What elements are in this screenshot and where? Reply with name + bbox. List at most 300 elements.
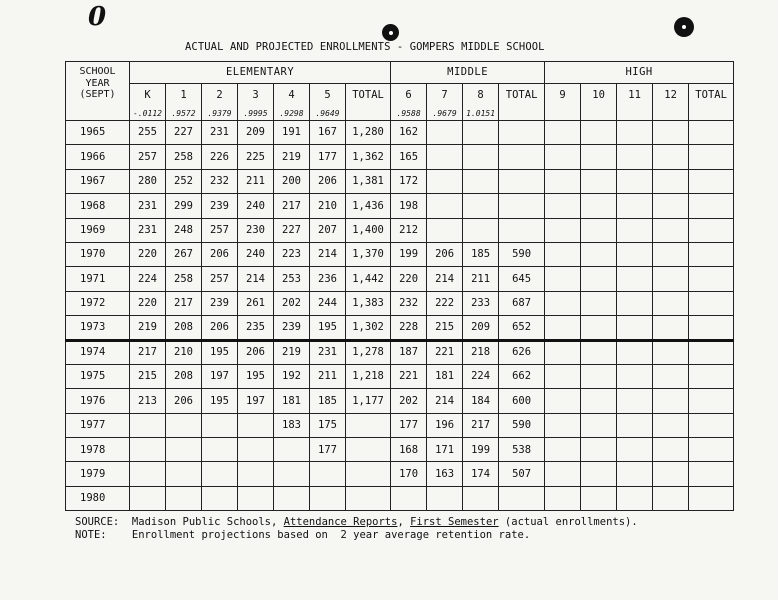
retention-factor: [581, 106, 617, 121]
table-row: [66, 242, 734, 266]
document-title: ACTUAL AND PROJECTED ENROLLMENTS - GOMPERS MIDDLE SCHOOL: [185, 41, 545, 53]
enrollment-cell: [545, 242, 581, 266]
enrollment-cell: 223: [274, 242, 310, 266]
enrollment-cell: 199: [391, 242, 427, 266]
enrollment-cell: [617, 462, 653, 486]
column-header: 9: [545, 84, 581, 106]
enrollment-cell: [617, 145, 653, 169]
enrollment-cell: 257: [130, 145, 166, 169]
enrollment-cell: 208: [166, 364, 202, 388]
group-header-row: [66, 62, 734, 84]
enrollment-cell: 280: [130, 169, 166, 193]
column-header: 11: [617, 84, 653, 106]
enrollment-cell: [238, 413, 274, 437]
enrollment-cell: 211: [238, 169, 274, 193]
enrollment-cell: 171: [427, 438, 463, 462]
enrollment-cell: 209: [238, 121, 274, 145]
enrollment-cell: [427, 194, 463, 218]
enrollment-cell: [427, 169, 463, 193]
source-label: SOURCE:: [75, 516, 120, 528]
enrollment-cell: [545, 389, 581, 413]
enrollment-cell: [310, 462, 346, 486]
enrollment-cell: 1,381: [346, 169, 391, 193]
enrollment-cell: [427, 218, 463, 242]
enrollment-cell: 225: [238, 145, 274, 169]
enrollment-cell: 258: [166, 145, 202, 169]
enrollment-cell: [617, 194, 653, 218]
enrollment-cell: 1,278: [346, 340, 391, 364]
table-row: [66, 145, 734, 169]
enrollment-cell: 214: [427, 389, 463, 413]
enrollment-cell: [545, 145, 581, 169]
enrollment-cell: [689, 194, 734, 218]
enrollment-cell: 1,218: [346, 364, 391, 388]
retention-factor: .9298: [274, 106, 310, 121]
enrollment-cell: 219: [274, 340, 310, 364]
enrollment-cell: [653, 267, 689, 291]
enrollment-cell: [427, 145, 463, 169]
enrollment-cell: [463, 218, 499, 242]
enrollment-cell: 195: [202, 389, 238, 413]
enrollment-cell: 227: [274, 218, 310, 242]
enrollment-cell: [346, 413, 391, 437]
group-header-middle: MIDDLE: [391, 62, 545, 84]
enrollment-cell: 231: [130, 218, 166, 242]
enrollment-cell: [391, 486, 427, 510]
enrollment-cell: 228: [391, 316, 427, 340]
table-row: [66, 194, 734, 218]
enrollment-cell: 231: [130, 194, 166, 218]
enrollment-cell: [653, 340, 689, 364]
enrollment-cell: 206: [238, 340, 274, 364]
enrollment-cell: 206: [166, 389, 202, 413]
enrollment-cell: 258: [166, 267, 202, 291]
enrollment-cell: 1,442: [346, 267, 391, 291]
enrollment-cell: 230: [238, 218, 274, 242]
enrollment-cell: [653, 145, 689, 169]
enrollment-cell: [653, 169, 689, 193]
enrollment-cell: 232: [202, 169, 238, 193]
enrollment-cell: 215: [130, 364, 166, 388]
enrollment-cell: [545, 194, 581, 218]
enrollment-cell: 197: [202, 364, 238, 388]
enrollment-cell: 198: [391, 194, 427, 218]
enrollment-cell: 219: [130, 316, 166, 340]
enrollment-cell: 1,370: [346, 242, 391, 266]
enrollment-cell: [545, 486, 581, 510]
enrollment-cell: 202: [391, 389, 427, 413]
enrollment-cell: 217: [130, 340, 166, 364]
retention-factor: .9588: [391, 106, 427, 121]
enrollment-cell: [545, 291, 581, 315]
column-header: 10: [581, 84, 617, 106]
column-header: TOTAL: [346, 84, 391, 106]
enrollment-cell: [617, 364, 653, 388]
enrollment-cell: [689, 413, 734, 437]
enrollment-cell: [617, 121, 653, 145]
table-row: [66, 169, 734, 193]
enrollment-cell: 626: [499, 340, 545, 364]
enrollment-cell: 600: [499, 389, 545, 413]
enrollment-cell: 174: [463, 462, 499, 486]
year-cell: 1974: [66, 340, 130, 364]
enrollment-cell: [581, 364, 617, 388]
column-header: TOTAL: [499, 84, 545, 106]
enrollment-cell: [274, 486, 310, 510]
retention-factor: [545, 106, 581, 121]
enrollment-cell: [463, 486, 499, 510]
enrollment-cell: [653, 121, 689, 145]
enrollment-cell: 214: [427, 267, 463, 291]
table-row: [66, 316, 734, 340]
enrollment-cell: 1,436: [346, 194, 391, 218]
enrollment-cell: [274, 462, 310, 486]
enrollment-cell: 232: [391, 291, 427, 315]
enrollment-cell: 206: [202, 316, 238, 340]
enrollment-cell: [581, 194, 617, 218]
enrollment-cell: [130, 438, 166, 462]
enrollment-cell: [463, 145, 499, 169]
year-cell: 1977: [66, 413, 130, 437]
enrollment-cell: 217: [274, 194, 310, 218]
enrollment-cell: 219: [274, 145, 310, 169]
enrollment-cell: 214: [310, 242, 346, 266]
enrollment-cell: [310, 486, 346, 510]
enrollment-cell: 652: [499, 316, 545, 340]
source-text-a: Madison Public Schools,: [131, 516, 284, 528]
enrollment-cell: 235: [238, 316, 274, 340]
enrollment-cell: [617, 340, 653, 364]
enrollment-cell: 200: [274, 169, 310, 193]
enrollment-cell: [689, 486, 734, 510]
retention-factor: [689, 106, 734, 121]
enrollment-cell: 257: [202, 267, 238, 291]
enrollment-cell: 185: [463, 242, 499, 266]
enrollment-cell: [130, 486, 166, 510]
enrollment-cell: [617, 413, 653, 437]
enrollment-cell: [617, 169, 653, 193]
enrollment-cell: 240: [238, 242, 274, 266]
year-cell: 1978: [66, 438, 130, 462]
enrollment-cell: [689, 218, 734, 242]
enrollment-cell: [689, 316, 734, 340]
table-row: [66, 121, 734, 145]
enrollment-cell: [653, 438, 689, 462]
enrollment-cell: [346, 486, 391, 510]
retention-factor: -.0112: [130, 106, 166, 121]
enrollment-cell: 212: [391, 218, 427, 242]
retention-factor: [346, 106, 391, 121]
enrollment-cell: [653, 218, 689, 242]
enrollment-cell: 299: [166, 194, 202, 218]
enrollment-cell: [653, 486, 689, 510]
enrollment-cell: [499, 218, 545, 242]
enrollment-cell: 162: [391, 121, 427, 145]
enrollment-cell: [202, 438, 238, 462]
enrollment-cell: 248: [166, 218, 202, 242]
enrollment-cell: 231: [202, 121, 238, 145]
enrollment-cell: 215: [427, 316, 463, 340]
source-text-e: (actual enrollments).: [498, 516, 638, 528]
enrollment-cell: 181: [427, 364, 463, 388]
column-header-row: [66, 84, 734, 106]
enrollment-cell: [689, 340, 734, 364]
enrollment-cell: [581, 267, 617, 291]
enrollment-cell: 206: [202, 242, 238, 266]
column-header: TOTAL: [689, 84, 734, 106]
year-column-header: SCHOOL YEAR (SEPT): [66, 62, 130, 121]
year-cell: 1965: [66, 121, 130, 145]
enrollment-cell: [202, 462, 238, 486]
enrollment-cell: [238, 462, 274, 486]
enrollment-cell: 662: [499, 364, 545, 388]
retention-factor: 1.0151: [463, 106, 499, 121]
enrollment-cell: 165: [391, 145, 427, 169]
enrollment-cell: 231: [310, 340, 346, 364]
column-header: 7: [427, 84, 463, 106]
table-row: [66, 486, 734, 510]
retention-factor: [653, 106, 689, 121]
column-header: K: [130, 84, 166, 106]
enrollment-cell: [545, 169, 581, 193]
retention-factor: .9379: [202, 106, 238, 121]
enrollment-cell: 184: [463, 389, 499, 413]
enrollment-cell: [653, 389, 689, 413]
enrollment-cell: 220: [130, 242, 166, 266]
enrollment-cell: [581, 413, 617, 437]
enrollment-cell: 224: [130, 267, 166, 291]
enrollment-cell: 214: [238, 267, 274, 291]
enrollment-cell: [202, 413, 238, 437]
enrollment-cell: 261: [238, 291, 274, 315]
enrollment-cell: 170: [391, 462, 427, 486]
enrollment-cell: 255: [130, 121, 166, 145]
enrollment-cell: 226: [202, 145, 238, 169]
enrollment-cell: [166, 438, 202, 462]
enrollment-cell: [499, 169, 545, 193]
year-cell: 1972: [66, 291, 130, 315]
enrollment-cell: 227: [166, 121, 202, 145]
enrollment-cell: 244: [310, 291, 346, 315]
table-row: [66, 364, 734, 388]
enrollment-cell: [346, 462, 391, 486]
enrollment-cell: 236: [310, 267, 346, 291]
enrollment-cell: 1,302: [346, 316, 391, 340]
enrollment-cell: 206: [427, 242, 463, 266]
footnotes: [75, 516, 638, 542]
enrollment-cell: [581, 242, 617, 266]
enrollment-cell: 687: [499, 291, 545, 315]
enrollment-cell: [689, 364, 734, 388]
enrollment-cell: 590: [499, 413, 545, 437]
enrollment-cell: [463, 194, 499, 218]
year-cell: 1973: [66, 316, 130, 340]
retention-factor: [617, 106, 653, 121]
enrollment-cell: 221: [427, 340, 463, 364]
enrollment-cell: [545, 462, 581, 486]
enrollment-cell: 239: [274, 316, 310, 340]
enrollment-cell: [274, 438, 310, 462]
year-cell: 1969: [66, 218, 130, 242]
enrollment-cell: 217: [166, 291, 202, 315]
table-row: [66, 267, 734, 291]
enrollment-cell: [499, 486, 545, 510]
enrollment-cell: [238, 486, 274, 510]
enrollment-cell: 220: [391, 267, 427, 291]
enrollment-cell: [581, 169, 617, 193]
column-header: 8: [463, 84, 499, 106]
enrollment-cell: [202, 486, 238, 510]
enrollment-cell: 211: [463, 267, 499, 291]
enrollment-cell: 220: [130, 291, 166, 315]
enrollment-table: [65, 61, 734, 511]
enrollment-cell: [689, 267, 734, 291]
enrollment-cell: [346, 438, 391, 462]
enrollment-cell: 187: [391, 340, 427, 364]
enrollment-cell: 196: [427, 413, 463, 437]
table-row: [66, 340, 734, 364]
table-row: [66, 413, 734, 437]
enrollment-cell: [130, 462, 166, 486]
enrollment-cell: 210: [166, 340, 202, 364]
year-cell: 1976: [66, 389, 130, 413]
column-header: 5: [310, 84, 346, 106]
enrollment-cell: 183: [274, 413, 310, 437]
enrollment-cell: 213: [130, 389, 166, 413]
enrollment-cell: [581, 145, 617, 169]
enrollment-cell: 221: [391, 364, 427, 388]
enrollment-cell: 192: [274, 364, 310, 388]
enrollment-cell: [166, 413, 202, 437]
enrollment-cell: [689, 291, 734, 315]
enrollment-cell: 218: [463, 340, 499, 364]
enrollment-cell: 168: [391, 438, 427, 462]
year-cell: 1980: [66, 486, 130, 510]
enrollment-cell: 252: [166, 169, 202, 193]
table-row: [66, 389, 734, 413]
year-cell: 1968: [66, 194, 130, 218]
binder-hole-right: [674, 17, 694, 37]
enrollment-cell: [689, 389, 734, 413]
enrollment-cell: 210: [310, 194, 346, 218]
enrollment-cell: [581, 438, 617, 462]
enrollment-cell: 224: [463, 364, 499, 388]
year-cell: 1966: [66, 145, 130, 169]
enrollment-cell: 191: [274, 121, 310, 145]
enrollment-cell: [545, 218, 581, 242]
enrollment-cell: [617, 242, 653, 266]
enrollment-cell: 267: [166, 242, 202, 266]
enrollment-cell: 197: [238, 389, 274, 413]
enrollment-cell: [689, 145, 734, 169]
retention-factor: .9679: [427, 106, 463, 121]
group-header-high: HIGH: [545, 62, 734, 84]
enrollment-cell: [689, 242, 734, 266]
column-header: 1: [166, 84, 202, 106]
retention-factor: [499, 106, 545, 121]
enrollment-cell: [617, 389, 653, 413]
enrollment-cell: [499, 194, 545, 218]
enrollment-cell: [545, 340, 581, 364]
column-header: 6: [391, 84, 427, 106]
table-row: [66, 462, 734, 486]
year-cell: 1975: [66, 364, 130, 388]
enrollment-cell: [581, 340, 617, 364]
column-header: 2: [202, 84, 238, 106]
enrollment-cell: 239: [202, 194, 238, 218]
enrollment-cell: [581, 121, 617, 145]
enrollment-cell: [427, 486, 463, 510]
retention-factor: .9649: [310, 106, 346, 121]
enrollment-cell: [689, 438, 734, 462]
enrollment-cell: [653, 462, 689, 486]
year-cell: 1971: [66, 267, 130, 291]
enrollment-cell: [689, 169, 734, 193]
enrollment-cell: 233: [463, 291, 499, 315]
handwritten-mark: 0: [88, 2, 107, 32]
enrollment-cell: 181: [274, 389, 310, 413]
group-header-elementary: ELEMENTARY: [130, 62, 391, 84]
enrollment-cell: [463, 121, 499, 145]
enrollment-cell: 167: [310, 121, 346, 145]
enrollment-cell: 175: [310, 413, 346, 437]
enrollment-cell: [617, 316, 653, 340]
enrollment-cell: 206: [310, 169, 346, 193]
enrollment-cell: [545, 364, 581, 388]
enrollment-cell: [581, 486, 617, 510]
enrollment-cell: 195: [202, 340, 238, 364]
binder-hole-left: [382, 24, 399, 41]
enrollment-cell: 195: [310, 316, 346, 340]
enrollment-cell: 1,280: [346, 121, 391, 145]
enrollment-cell: [545, 438, 581, 462]
enrollment-cell: [689, 121, 734, 145]
enrollment-cell: 185: [310, 389, 346, 413]
enrollment-cell: 1,400: [346, 218, 391, 242]
enrollment-cell: [545, 121, 581, 145]
enrollment-cell: 211: [310, 364, 346, 388]
enrollment-cell: 222: [427, 291, 463, 315]
enrollment-cell: [653, 291, 689, 315]
note-text: Enrollment projections based on 2 year average retention rate.: [131, 529, 531, 541]
enrollment-cell: 1,362: [346, 145, 391, 169]
enrollment-cell: [617, 218, 653, 242]
enrollment-cell: [617, 438, 653, 462]
enrollment-cell: [653, 316, 689, 340]
enrollment-cell: 1,177: [346, 389, 391, 413]
enrollment-cell: 177: [391, 413, 427, 437]
enrollment-cell: [653, 364, 689, 388]
enrollment-cell: 217: [463, 413, 499, 437]
enrollment-cell: [463, 169, 499, 193]
enrollment-cell: 257: [202, 218, 238, 242]
enrollment-cell: 202: [274, 291, 310, 315]
enrollment-cell: 208: [166, 316, 202, 340]
source-attendance-reports: Attendance Reports: [283, 516, 398, 528]
enrollment-cell: 1,383: [346, 291, 391, 315]
table-row: [66, 438, 734, 462]
enrollment-cell: 177: [310, 438, 346, 462]
enrollment-cell: 172: [391, 169, 427, 193]
table-row: [66, 218, 734, 242]
enrollment-cell: [689, 462, 734, 486]
enrollment-cell: [581, 291, 617, 315]
enrollment-cell: [130, 413, 166, 437]
enrollment-cell: [581, 462, 617, 486]
note-label: NOTE:: [75, 529, 107, 541]
enrollment-cell: 199: [463, 438, 499, 462]
enrollment-cell: [617, 486, 653, 510]
